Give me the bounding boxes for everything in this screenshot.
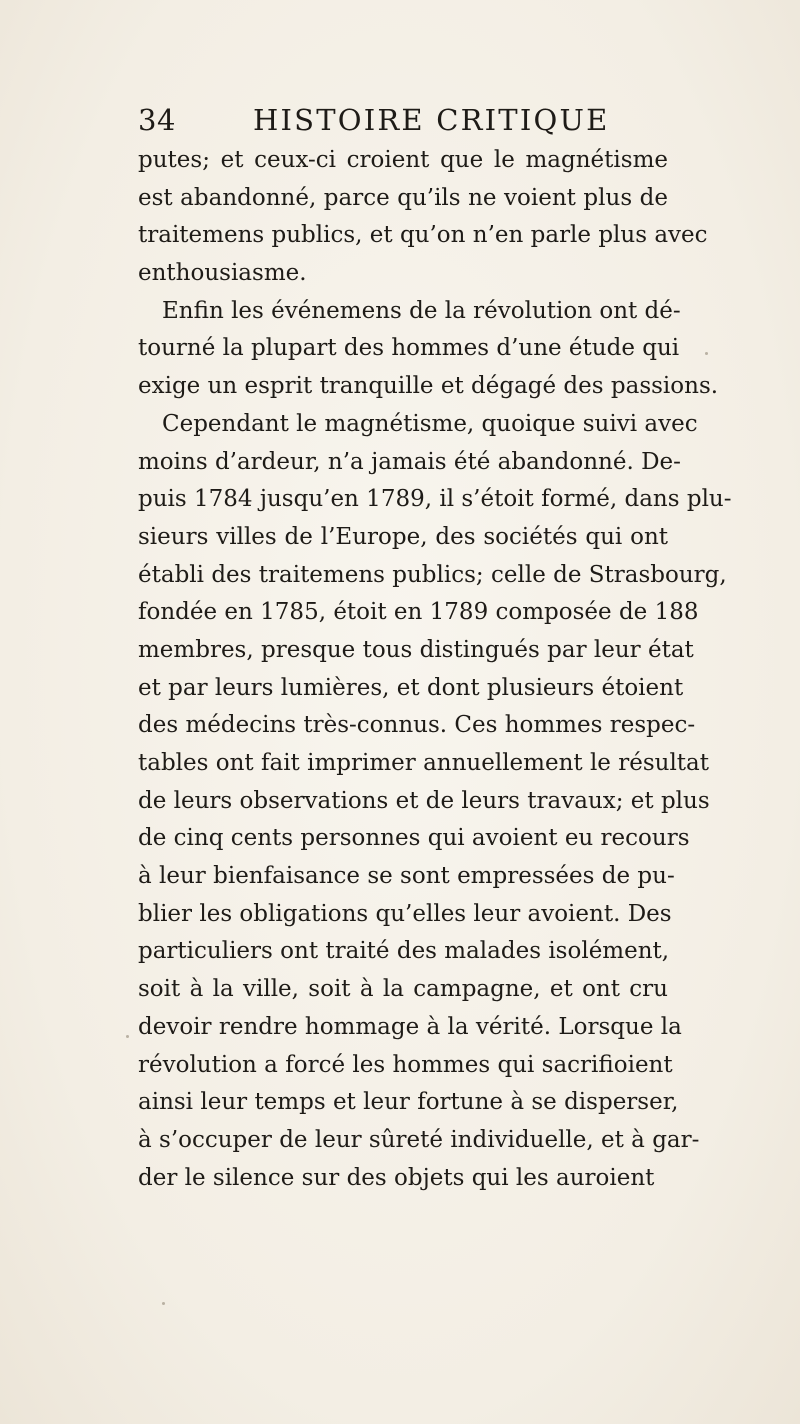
paper-speck (162, 1302, 165, 1305)
text-line: devoir rendre hommage à la vérité. Lorsque la (138, 1013, 682, 1040)
text-line: moins d’ardeur, n’a jamais été abandonné. De- (138, 448, 681, 475)
text-line: blier les obligations qu’elles leur avoient. Des (138, 900, 672, 927)
text-line: établi des traitemens publics; celle de Strasbourg, (138, 561, 727, 588)
running-title: HISTOIRE CRITIQUE (253, 103, 610, 137)
text-line: et par leurs lumières, et dont plusieurs étoient (138, 674, 684, 701)
paper-speck (705, 352, 708, 355)
text-line: révolution a forcé les hommes qui sacrifioient (138, 1051, 673, 1078)
text-line: membres, presque tous distingués par leur état (138, 636, 694, 663)
body-text (138, 142, 732, 1197)
text-line: soit à la ville, soit à la campagne, et ont cru (138, 976, 668, 1003)
text-line: de leurs observations et de leurs travaux; et plus (138, 787, 710, 814)
text-line: enthousiasme. (138, 260, 307, 287)
text-line: à s’occuper de leur sûreté individuelle, et à gar- (138, 1126, 700, 1153)
text-line: puis 1784 jusqu’en 1789, il s’étoit formé, dans plu- (138, 486, 732, 513)
text-line: Cependant le magnétisme, quoique suivi avec (162, 410, 698, 437)
page-header (138, 100, 668, 140)
text-line: des médecins très-connus. Ces hommes respec- (138, 712, 696, 739)
text-line: sieurs villes de l’Europe, des sociétés qui ont (138, 523, 668, 550)
text-line: tables ont fait imprimer annuellement le résultat (138, 750, 710, 776)
text-line: exige un esprit tranquille et dégagé des passions. (138, 373, 719, 400)
text-line: tourné la plupart des hommes d’une étude qui (138, 335, 680, 362)
text-line: ainsi leur temps et leur fortune à se disperser, (138, 1089, 679, 1116)
text-line: est abandonné, parce qu’ils ne voient plus de (138, 184, 668, 211)
text-line: der le silence sur des objets qui les auroient (138, 1164, 655, 1191)
text-line: à leur bienfaisance se sont empressées de pu- (138, 863, 675, 890)
text-line: putes; et ceux-ci croient que le magnétisme (138, 147, 668, 173)
text-line: particuliers ont traité des malades isolément, (138, 938, 670, 965)
text-line: Enfin les événemens de la révolution ont dé- (162, 297, 681, 324)
text-line: traitemens publics, et qu’on n’en parle plus avec (138, 222, 708, 249)
text-line: fondée en 1785, étoit en 1789 composée de 188 (138, 599, 699, 626)
text-line: de cinq cents personnes qui avoient eu recours (138, 825, 690, 852)
paper-speck (126, 1035, 129, 1038)
page-number: 34 (138, 103, 176, 137)
